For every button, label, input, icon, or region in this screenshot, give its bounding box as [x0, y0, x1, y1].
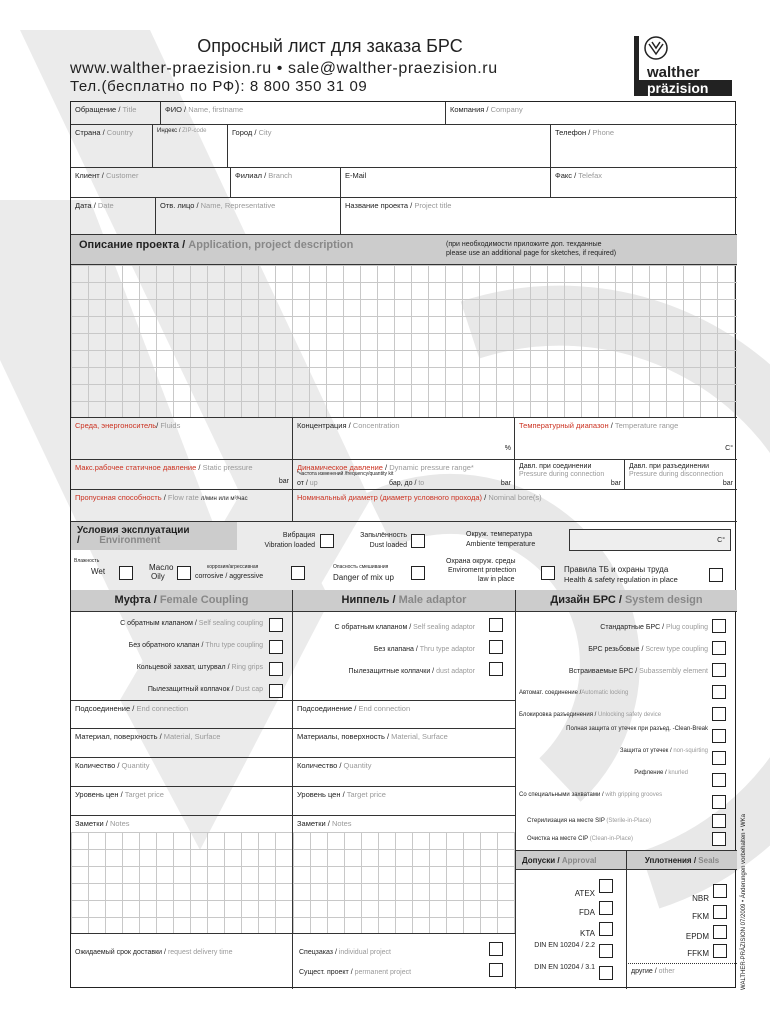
dust-checkbox[interactable]: [411, 534, 425, 548]
male-item-2: Пылезащитные колпачки / dust adaptor: [348, 668, 475, 675]
design-item-5-checkbox[interactable]: [712, 729, 726, 743]
approval-kta: KTA: [580, 929, 595, 938]
pressure-from-label: от / up: [297, 480, 318, 487]
temperature-unit: C°: [725, 445, 733, 452]
flow-rate-field[interactable]: Пропускная способность / Flow rate л/мин или м³/час: [71, 490, 293, 522]
fax-field[interactable]: Факс / Telefax: [551, 168, 737, 198]
design-item-9: Стерилизация на месте SIP (Sterile-in-Place): [527, 818, 652, 824]
seal-ffkm: FFKM: [687, 949, 709, 958]
disconnect-pressure-unit: bar: [722, 480, 733, 487]
design-item-9-checkbox[interactable]: [712, 814, 726, 828]
approval-din-31-checkbox[interactable]: [599, 966, 613, 980]
design-item-10-checkbox[interactable]: [712, 832, 726, 846]
seal-epdm-checkbox[interactable]: [713, 925, 727, 939]
project-title-field[interactable]: Название проекта / Project title: [341, 198, 737, 235]
individual-project-label: Спецзаказ / individual project: [299, 949, 392, 956]
dynamic-pressure-field[interactable]: Динамическое давление / Dynamic pressure range*: [293, 460, 515, 490]
seal-fkm-checkbox[interactable]: [713, 905, 727, 919]
pressure-to-label: бар, до / to: [389, 480, 425, 487]
env-protection-ru: Охрана окруж. среды: [446, 558, 516, 565]
oil-ru: Масло: [149, 563, 174, 572]
approval-atex-checkbox[interactable]: [599, 879, 613, 893]
approval-header: Допуски / Approval: [516, 850, 626, 870]
walther-logo: [634, 36, 732, 96]
corrosive-en: corrosive / aggressive: [195, 573, 264, 580]
female-quantity[interactable]: Количество / Quantity: [71, 758, 292, 787]
disconnect-pressure-field[interactable]: Давл. при разъединении Pressure during disconnection: [625, 460, 737, 490]
design-item-8: Со специальными захватами / with gripping grooves: [519, 792, 663, 798]
seal-epdm: EPDM: [685, 932, 709, 941]
nominal-bore-field[interactable]: Номинальный диаметр (диаметр условного прохода) / Nominal bore(s): [293, 490, 737, 522]
corrosive-ru: коррозия/агрессивная: [207, 564, 259, 570]
design-item-7-checkbox[interactable]: [712, 773, 726, 787]
male-item-1: Без клапана / Thru type adaptor: [373, 646, 475, 653]
female-material[interactable]: Материал, поверхность / Material, Surface: [71, 729, 292, 758]
ambient-temp-unit: C°: [717, 537, 725, 544]
design-item-7: Рифление / knurled: [634, 770, 688, 776]
contact-line: www.walther-praezision.ru • sale@walther-praezision.ru: [70, 60, 498, 77]
email-field[interactable]: E-Mail: [341, 168, 551, 198]
female-end-connection[interactable]: Подсоединение / End connection: [71, 700, 292, 729]
female-item-0: С обратным клапаном / Self sealing coupling: [120, 620, 263, 627]
order-form: [70, 101, 736, 988]
logo-line1: walther: [647, 64, 700, 81]
vibration-en: Vibration loaded: [264, 542, 315, 549]
approval-din-31: DIN EN 10204 / 3.1: [534, 964, 595, 971]
hs-checkbox[interactable]: [709, 568, 723, 582]
permanent-project-label: Сущест. проект / permanent project: [299, 969, 412, 976]
logo-line2: präzision: [647, 80, 709, 96]
description-note-ru: (при необходимости приложите доп. техданные: [446, 241, 602, 248]
concentration-unit: %: [504, 445, 511, 452]
design-item-10: Очистка на месте CIP (Clean-in-Place): [527, 836, 634, 842]
male-material[interactable]: Материалы, поверхность / Material, Surface: [293, 729, 515, 758]
female-notes: Заметки / Notes: [75, 819, 130, 828]
seal-fkm: FKM: [692, 912, 709, 921]
fluid-field[interactable]: Среда, энергоноситель/ Fluids: [71, 418, 293, 460]
wet-ru: Влажность: [74, 558, 100, 564]
male-item-2-checkbox[interactable]: [489, 662, 503, 676]
design-item-2-checkbox[interactable]: [712, 663, 726, 677]
environment-header: Условия эксплуатации / Environment: [71, 522, 237, 550]
approval-fda: FDA: [579, 908, 595, 917]
dust-ru: Запылённость: [360, 532, 407, 539]
design-item-6: Защита от утечек / non-squirting: [619, 748, 708, 754]
env-protection-en1: Enviroment protection: [448, 567, 517, 574]
male-quantity[interactable]: Количество / Quantity: [293, 758, 515, 787]
female-item-3: Пылезащитный колпачок / Dust cap: [147, 686, 263, 693]
date-field[interactable]: Дата / Date: [71, 198, 156, 235]
env-protection-checkbox[interactable]: [541, 566, 555, 580]
female-item-0-checkbox[interactable]: [269, 618, 283, 632]
form-title: Опросный лист для заказа БРС: [197, 36, 463, 56]
static-pressure-field[interactable]: Макс.рабочее статичное давление / Static pressure: [71, 460, 293, 490]
male-notes: Заметки / Notes: [297, 819, 352, 828]
vibration-checkbox[interactable]: [320, 534, 334, 548]
temperature-field[interactable]: Температурный диапазон / Temperature range: [515, 418, 737, 460]
connect-pressure-field[interactable]: Давл. при соединении Pressure during connection: [515, 460, 625, 490]
branch-field[interactable]: Филиал / Branch: [231, 168, 341, 198]
female-item-3-checkbox[interactable]: [269, 684, 283, 698]
design-item-1: БРС резьбовые / Screw type coupling: [588, 646, 708, 653]
dust-en: Dust loaded: [369, 542, 407, 549]
dynamic-pressure-note: *частота изменений /frequency/quantity kit: [297, 471, 394, 477]
design-item-3: Автомат. соединение /Automatic locking: [519, 690, 629, 696]
male-item-1-checkbox[interactable]: [489, 640, 503, 654]
side-note: WALTHER-PRÄZISION 07/2009 • Änderungen vorbehalten • WKa: [741, 814, 747, 990]
female-coupling-header: Муфта / Female Coupling: [71, 590, 292, 612]
mix-checkbox[interactable]: [411, 566, 425, 580]
delivery-time-label: Ожидаемый срок доставки / request delivery time: [75, 949, 233, 956]
male-target-price[interactable]: Уровень цен / Target price: [293, 787, 515, 816]
female-item-2-checkbox[interactable]: [269, 662, 283, 676]
phone-field[interactable]: Телефон / Phone: [551, 125, 737, 168]
company-field[interactable]: Компания / Company: [446, 102, 737, 125]
design-item-4: Блокировка разъединения / Unlocking safety device: [519, 712, 662, 718]
name-field[interactable]: ФИО / Name, firstname: [161, 102, 446, 125]
description-note-en: please use an additional page for sketches, if required): [446, 250, 617, 257]
env-protection-en2: law in place: [478, 576, 515, 583]
title-field[interactable]: Обращение / Title: [71, 102, 161, 125]
design-item-5: Полная защита от утечек при разъед. -Clean-Break: [566, 726, 708, 732]
hs-ru: Правила ТБ и охраны труда: [564, 565, 669, 574]
dynamic-pressure-unit: bar: [500, 480, 511, 487]
country-field[interactable]: Страна / Country: [71, 125, 153, 168]
concentration-field[interactable]: Концентрация / Concentration: [293, 418, 515, 460]
oil-checkbox[interactable]: [177, 566, 191, 580]
approval-fda-checkbox[interactable]: [599, 901, 613, 915]
female-item-1: Без обратного клапан / Thru type coupling: [128, 642, 263, 649]
representative-field[interactable]: Отв. лицо / Name, Representative: [156, 198, 341, 235]
design-item-0-checkbox[interactable]: [712, 619, 726, 633]
approval-kta-checkbox[interactable]: [599, 922, 613, 936]
male-adaptor-header: Ниппель / Male adaptor: [293, 590, 515, 612]
permanent-project-checkbox[interactable]: [489, 963, 503, 977]
hs-en: Health & safety regulation in place: [564, 575, 678, 584]
male-item-0-checkbox[interactable]: [489, 618, 503, 632]
seal-other[interactable]: другие / other: [631, 968, 675, 975]
corrosive-checkbox[interactable]: [291, 566, 305, 580]
phone-line: Тел.(бесплатно по РФ): 8 800 350 31 09: [70, 78, 368, 95]
male-notes-grid[interactable]: [293, 832, 515, 934]
connect-pressure-unit: bar: [610, 480, 621, 487]
description-grid[interactable]: [71, 265, 737, 418]
static-pressure-unit: bar: [278, 478, 289, 485]
wet-en: Wet: [91, 567, 106, 576]
design-item-3-checkbox[interactable]: [712, 685, 726, 699]
ambient-temp-ru: Окруж. температура: [466, 531, 533, 538]
vibration-ru: Вибрация: [282, 532, 315, 539]
design-item-4-checkbox[interactable]: [712, 707, 726, 721]
design-item-0: Стандартные БРС / Plug coupling: [600, 624, 708, 631]
system-design-header: Дизайн БРС / System design: [516, 590, 737, 612]
female-item-1-checkbox[interactable]: [269, 640, 283, 654]
seal-nbr: NBR: [692, 894, 709, 903]
design-item-1-checkbox[interactable]: [712, 641, 726, 655]
female-item-2: Кольцевой захват, штурвал / Ring grips: [136, 664, 263, 671]
seal-ffkm-checkbox[interactable]: [713, 944, 727, 958]
oil-en: Oily: [151, 572, 165, 581]
design-item-8-checkbox[interactable]: [712, 795, 726, 809]
approval-din-22-checkbox[interactable]: [599, 944, 613, 958]
male-end-connection[interactable]: Подсоединение / End connection: [293, 700, 515, 729]
ambient-temp-en: Ambiente temperature: [466, 541, 536, 548]
design-item-6-checkbox[interactable]: [712, 751, 726, 765]
zip-field[interactable]: Индекс / ZIP-code: [153, 125, 228, 168]
individual-project-checkbox[interactable]: [489, 942, 503, 956]
city-field[interactable]: Город / City: [228, 125, 551, 168]
female-notes-grid[interactable]: [71, 832, 292, 934]
wet-checkbox[interactable]: [119, 566, 133, 580]
description-header: Описание проекта / Application, project description: [71, 235, 737, 265]
male-item-0: С обратным клапаном / Self sealing adaptor: [334, 624, 475, 631]
approval-atex: ATEX: [574, 889, 595, 898]
customer-field[interactable]: Клиент / Customer: [71, 168, 231, 198]
design-item-2: Встраиваемые БРС / Subassembly element: [568, 668, 708, 675]
mix-en: Danger of mix up: [333, 573, 394, 582]
approval-din-22: DIN EN 10204 / 2.2: [534, 942, 595, 949]
header: [70, 36, 570, 95]
seal-nbr-checkbox[interactable]: [713, 884, 727, 898]
female-target-price[interactable]: Уровень цен / Target price: [71, 787, 292, 816]
seals-header: Уплотнения / Seals: [626, 850, 737, 870]
mix-ru: Опасность смешивания: [333, 564, 389, 570]
